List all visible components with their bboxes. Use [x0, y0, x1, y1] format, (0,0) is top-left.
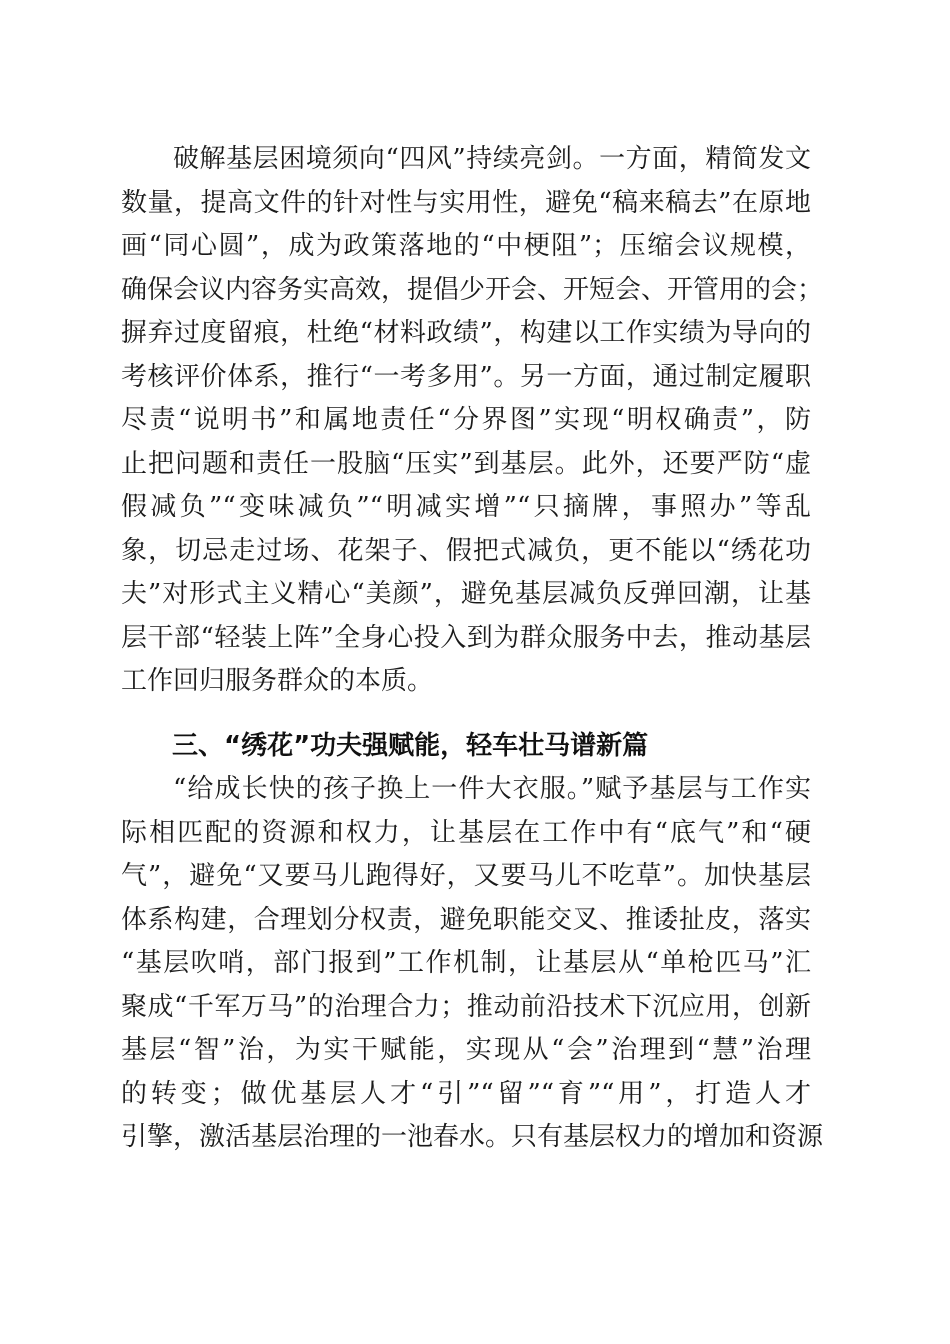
paragraph-line: 尽责“说明书”和属地责任“分界图”实现“明权确责”，防	[121, 405, 811, 435]
paragraph-line: “给成长快的孩子换上一件大衣服。”赋予基层与工作实	[173, 774, 811, 804]
paragraph-line: 夫”对形式主义精心“美颜”，避免基层减负反弹回潮，让基	[121, 579, 811, 609]
paragraph-line: 体系构建，合理划分权责，避免职能交叉、推诿扯皮，落实	[121, 904, 811, 935]
paragraph-line: 画“同心圆”，成为政策落地的“中梗阻”；压缩会议规模，	[121, 231, 811, 261]
paragraph-line: 破解基层困境须向“四风”持续亮剑。一方面，精简发文	[173, 144, 811, 174]
section-heading: 三、“绣花”功夫强赋能，轻车壮马谱新篇	[172, 731, 649, 761]
paragraph-line: 摒弃过度留痕，杜绝“材料政绩”，构建以工作实绩为导向的	[121, 318, 811, 348]
paragraph-line: “基层吹哨，部门报到”工作机制，让基层从“单枪匹马”汇	[121, 948, 811, 978]
paragraph-line: 聚成“千军万马”的治理合力；推动前沿技术下沉应用，创新	[121, 991, 811, 1022]
paragraph-line: 际相匹配的资源和权力，让基层在工作中有“底气”和“硬	[121, 817, 811, 848]
paragraph-line: 假减负”“变味减负”“明减实增”“只摘牌，事照办”等乱	[121, 492, 811, 522]
paragraph-line: 象，切忌走过场、花架子、假把式减负，更不能以“绣花功	[121, 535, 811, 566]
paragraph-line: 考核评价体系，推行“一考多用”。另一方面，通过制定履职	[121, 361, 811, 392]
paragraph-line: 工作回归服务群众的本质。	[121, 666, 434, 696]
paragraph-line: 确保会议内容务实高效，提倡少开会、开短会、开管用的会；	[121, 274, 824, 305]
paragraph-line: 基层“智”治，为实干赋能，实现从“会”治理到“慧”治理	[121, 1035, 811, 1065]
paragraph-2	[121, 768, 824, 1160]
paragraph-line: 层干部“轻装上阵”全身心投入到为群众服务中去，推动基层	[121, 622, 811, 653]
paragraph-line: 数量，提高文件的针对性与实用性，避免“稿来稿去”在原地	[121, 187, 811, 218]
paragraph-line: 止把问题和责任一股脑“压实”到基层。此外，还要严防“虚	[121, 448, 811, 479]
paragraph-line: 气”，避免“又要马儿跑得好，又要马儿不吃草”。加快基层	[121, 861, 811, 891]
paragraph-line: 引擎，激活基层治理的一池春水。只有基层权力的增加和资源	[121, 1122, 824, 1152]
paragraph-line: 的转变；做优基层人才“引”“留”“育”“用”，打造人才	[121, 1078, 811, 1109]
paragraph-1	[121, 138, 824, 704]
